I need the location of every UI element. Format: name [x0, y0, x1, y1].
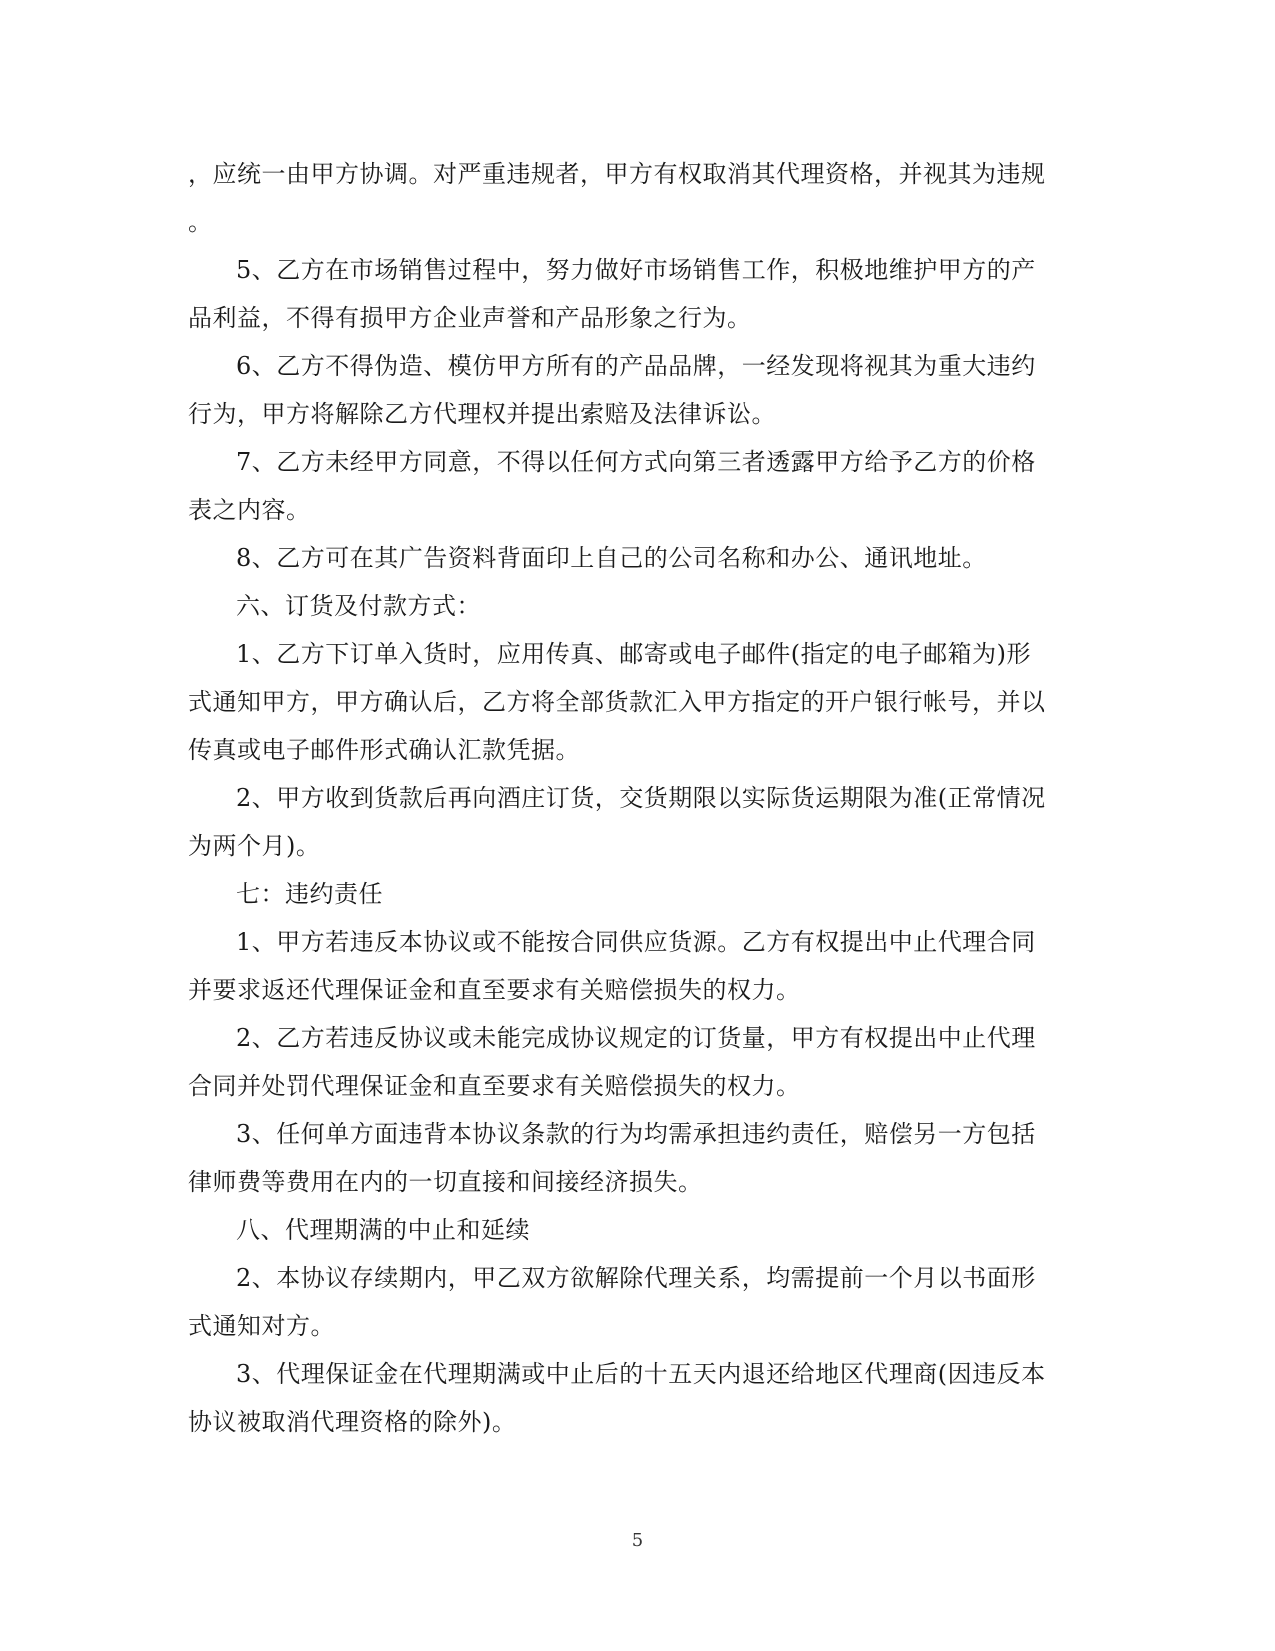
page-number: 5	[631, 1530, 644, 1551]
text-line: 行为，甲方将解除乙方代理权并提出索赔及法律诉讼。	[188, 400, 776, 428]
text-line: 3、代理保证金在代理期满或中止后的十五天内退还给地区代理商(因违反本	[236, 1360, 1046, 1388]
text-line: 并要求返还代理保证金和直至要求有关赔偿损失的权力。	[188, 976, 801, 1004]
text-line: 2、本协议存续期内，甲乙双方欲解除代理关系，均需提前一个月以书面形	[236, 1264, 1036, 1292]
text-line: 2、甲方收到货款后再向酒庄订货，交货期限以实际货运期限为准(正常情况	[236, 784, 1046, 812]
text-line: 1、甲方若违反本协议或不能按合同供应货源。乙方有权提出中止代理合同	[236, 928, 1036, 956]
text-line: 六、订货及付款方式：	[236, 592, 481, 620]
text-line: 式通知甲方，甲方确认后，乙方将全部货款汇入甲方指定的开户银行帐号，并以	[188, 688, 1046, 716]
text-line: 2、乙方若违反协议或未能完成协议规定的订货量，甲方有权提出中止代理	[236, 1024, 1036, 1052]
text-line: 品利益，不得有损甲方企业声誉和产品形象之行为。	[188, 304, 752, 332]
text-line: 协议被取消代理资格的除外)。	[188, 1408, 517, 1436]
text-line: 传真或电子邮件形式确认汇款凭据。	[188, 736, 580, 764]
text-line: 5、乙方在市场销售过程中，努力做好市场销售工作，积极地维护甲方的产	[236, 256, 1036, 284]
text-line: ，应统一由甲方协调。对严重违规者，甲方有权取消其代理资格，并视其为违规	[188, 160, 1046, 188]
text-line: 6、乙方不得伪造、模仿甲方所有的产品品牌，一经发现将视其为重大违约	[236, 352, 1036, 380]
text-line: 3、任何单方面违背本协议条款的行为均需承担违约责任，赔偿另一方包括	[236, 1120, 1036, 1148]
document-page	[188, 150, 1078, 1446]
text-line: 。	[188, 208, 213, 236]
text-line: 表之内容。	[188, 496, 311, 524]
text-line: 8、乙方可在其广告资料背面印上自己的公司名称和办公、通讯地址。	[236, 544, 987, 572]
text-line: 合同并处罚代理保证金和直至要求有关赔偿损失的权力。	[188, 1072, 801, 1100]
text-line: 八、代理期满的中止和延续	[236, 1216, 530, 1244]
text-line: 1、乙方下订单入货时，应用传真、邮寄或电子邮件(指定的电子邮箱为)形	[236, 640, 1031, 668]
text-line: 7、乙方未经甲方同意，不得以任何方式向第三者透露甲方给予乙方的价格	[236, 448, 1036, 476]
text-line: 为两个月)。	[188, 832, 321, 860]
text-line: 七：违约责任	[236, 880, 383, 908]
text-line: 式通知对方。	[188, 1312, 335, 1340]
text-line: 律师费等费用在内的一切直接和间接经济损失。	[188, 1168, 703, 1196]
